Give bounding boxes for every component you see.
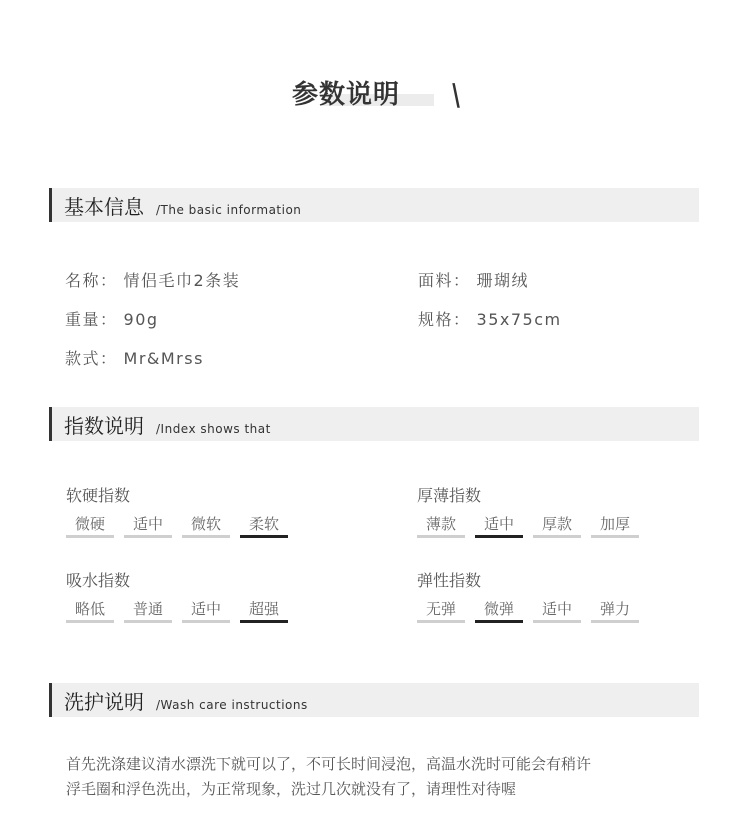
index-option-label: 厚款	[541, 515, 572, 533]
section-title-zh: 基本信息	[64, 195, 144, 219]
option-underline	[533, 620, 581, 623]
index-option	[475, 599, 523, 621]
index-option	[124, 514, 172, 536]
section-basic-info	[49, 188, 699, 222]
index-option	[66, 514, 114, 536]
section-title-en: /Index shows that	[156, 422, 271, 436]
option-underline	[66, 535, 114, 538]
index-option-label: 柔软	[248, 515, 279, 533]
index-option	[533, 599, 581, 621]
index-option-label: 适中	[541, 600, 572, 618]
index-option-label: 无弹	[425, 600, 456, 618]
index-option	[240, 599, 288, 621]
index-option-label: 加厚	[599, 515, 630, 533]
index-option	[124, 599, 172, 621]
option-underline	[417, 620, 465, 623]
index-option-label: 微弹	[483, 600, 514, 618]
index-option	[66, 599, 114, 621]
option-underline	[124, 620, 172, 623]
info-style	[65, 346, 204, 369]
section-care	[49, 683, 699, 717]
care-text-line-2: 浮毛圈和浮色洗出，为正常现象，洗过几次就没有了，请理性对待喔	[66, 780, 517, 798]
section-accent-bar	[49, 407, 52, 441]
section-index	[49, 407, 699, 441]
option-underline	[66, 620, 114, 623]
index-option-label: 薄款	[425, 515, 456, 533]
section-title-en: /The basic information	[156, 203, 302, 217]
index-option-label: 略低	[74, 600, 105, 618]
index-option-label: 适中	[483, 515, 514, 533]
index-option	[417, 514, 465, 536]
section-accent-bar	[49, 188, 52, 222]
index-option-label: 普通	[132, 600, 163, 618]
option-underline	[182, 620, 230, 623]
info-key: 规格：	[418, 310, 471, 329]
info-weight	[65, 307, 159, 330]
info-name	[65, 268, 240, 291]
index-option-label: 微软	[190, 515, 221, 533]
info-key: 面料：	[418, 271, 471, 290]
title-slash-mark: \	[449, 78, 463, 113]
info-fabric	[418, 268, 529, 291]
index-label: 弹性指数	[417, 571, 482, 590]
index-option	[591, 599, 639, 621]
selected-underline	[475, 535, 523, 538]
info-value: 90g	[123, 310, 159, 329]
index-option	[417, 599, 465, 621]
index-option-label: 适中	[190, 600, 221, 618]
section-title-zh: 洗护说明	[64, 690, 144, 714]
index-label: 吸水指数	[66, 571, 131, 590]
section-title-zh: 指数说明	[64, 414, 144, 438]
selected-underline	[240, 535, 288, 538]
info-size	[418, 307, 562, 330]
info-value: Mr&Mrss	[123, 349, 204, 368]
index-option-label: 弹力	[599, 600, 630, 618]
page-title: 参数说明	[292, 80, 401, 110]
info-key: 重量：	[65, 310, 118, 329]
option-underline	[124, 535, 172, 538]
care-text-line-1: 首先洗涤建议清水漂洗下就可以了，不可长时间浸泡，高温水洗时可能会有稍许	[66, 755, 592, 773]
section-title-en: /Wash care instructions	[156, 698, 308, 712]
option-underline	[182, 535, 230, 538]
selected-underline	[475, 620, 523, 623]
index-option-label: 微硬	[74, 515, 105, 533]
option-underline	[417, 535, 465, 538]
index-option	[182, 599, 230, 621]
index-option-label: 超强	[248, 600, 279, 618]
page-header	[0, 72, 750, 122]
info-key: 款式：	[65, 349, 118, 368]
index-option	[182, 514, 230, 536]
section-accent-bar	[49, 683, 52, 717]
info-value: 珊瑚绒	[476, 271, 530, 290]
index-option	[591, 514, 639, 536]
index-label: 厚薄指数	[417, 486, 482, 505]
index-option	[475, 514, 523, 536]
option-underline	[591, 620, 639, 623]
index-option	[533, 514, 581, 536]
index-option-label: 适中	[132, 515, 163, 533]
info-value: 35x75cm	[476, 310, 562, 329]
index-option	[240, 514, 288, 536]
selected-underline	[240, 620, 288, 623]
index-label: 软硬指数	[66, 486, 131, 505]
info-key: 名称：	[65, 271, 118, 290]
info-value: 情侣毛巾2条装	[123, 271, 241, 290]
option-underline	[533, 535, 581, 538]
option-underline	[591, 535, 639, 538]
